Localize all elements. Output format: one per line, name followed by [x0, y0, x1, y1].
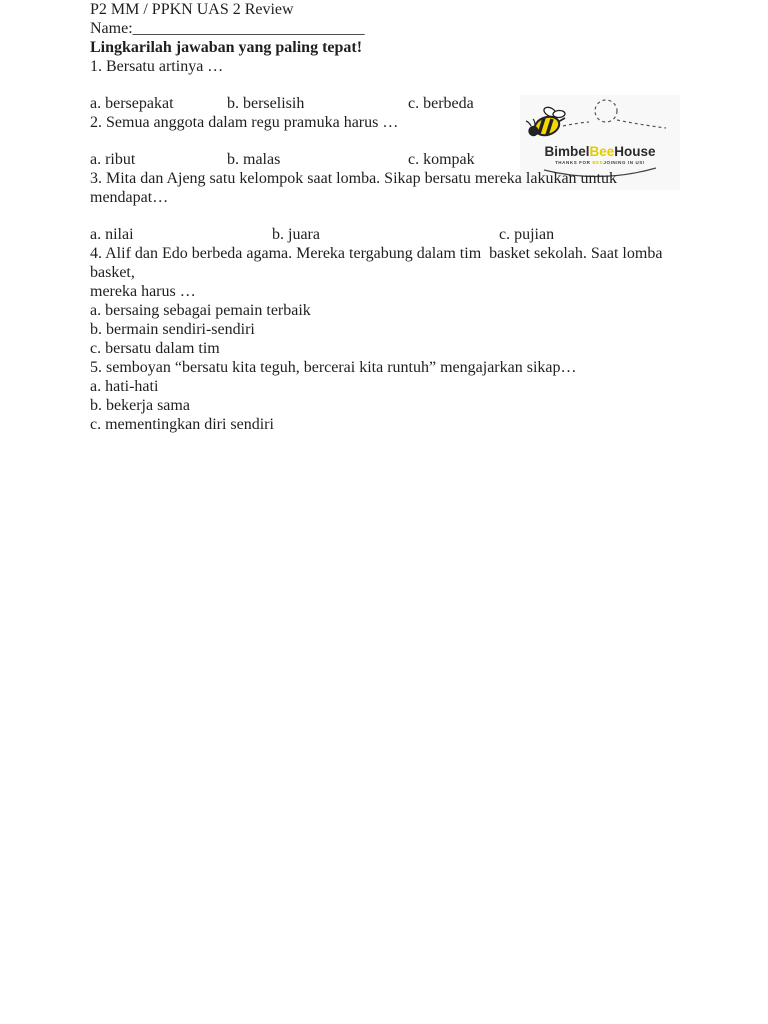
question-3-options [90, 225, 678, 244]
name-field [90, 19, 365, 38]
question-4-option-c: c. bersatu dalam tim [90, 340, 220, 357]
question-4-text-line1: 4. Alif dan Edo berbeda agama. Mereka tergabung dalam tim basket sekolah. Saat lomba basket, [90, 245, 667, 281]
question-1-option-b: b. berselisih [227, 95, 305, 112]
question-3-option-a: a. nilai [90, 226, 134, 243]
question-5-text: 5. semboyan “bersatu kita teguh, bercerai kita runtuh” mengajarkan sikap… [90, 359, 577, 376]
question-4-text-line2: mereka harus … [90, 283, 196, 300]
logo-wordmark-house: House [614, 144, 656, 159]
question-5-option-b: b. bekerja sama [90, 397, 190, 414]
question-1-text: 1. Bersatu artinya … [90, 58, 224, 75]
question-2-options [90, 150, 678, 169]
name-label: Name: [90, 20, 133, 37]
question-3-text: 3. Mita dan Ajeng satu kelompok saat lomba. Sikap bersatu mereka lakukan untuk mendapat… [90, 170, 621, 206]
page-title: P2 MM / PPKN UAS 2 Review [90, 1, 294, 18]
logo-tagline: THANKS FOR BEEJOINING IN US! [554, 160, 646, 165]
question-2-option-c: c. kompak [408, 151, 475, 168]
question-4-option-b: b. bermain sendiri-sendiri [90, 321, 255, 338]
question-3-option-c: c. pujian [499, 226, 555, 243]
logo-wordmark-bee: Bee [589, 144, 615, 159]
worksheet-content [90, 0, 678, 434]
question-5-option-c: c. mementingkan diri sendiri [90, 416, 274, 433]
question-2-text: 2. Semua anggota dalam regu pramuka harus … [90, 114, 399, 131]
question-4-option-a: a. bersaing sebagai pemain terbaik [90, 302, 311, 319]
instruction-heading: Lingkarilah jawaban yang paling tepat! [90, 39, 363, 56]
question-1-option-c: c. berbeda [408, 95, 474, 112]
name-blank-line: _____________________________ [132, 20, 365, 37]
question-2-option-a: a. ribut [90, 151, 136, 168]
logo-wordmark-bimbel: Bimbel [544, 144, 590, 159]
question-3-option-b: b. juara [272, 226, 320, 243]
question-2-option-b: b. malas [227, 151, 281, 168]
question-1-option-a: a. bersepakat [90, 95, 174, 112]
question-1-options [90, 94, 678, 113]
question-5-option-a: a. hati-hati [90, 378, 159, 395]
